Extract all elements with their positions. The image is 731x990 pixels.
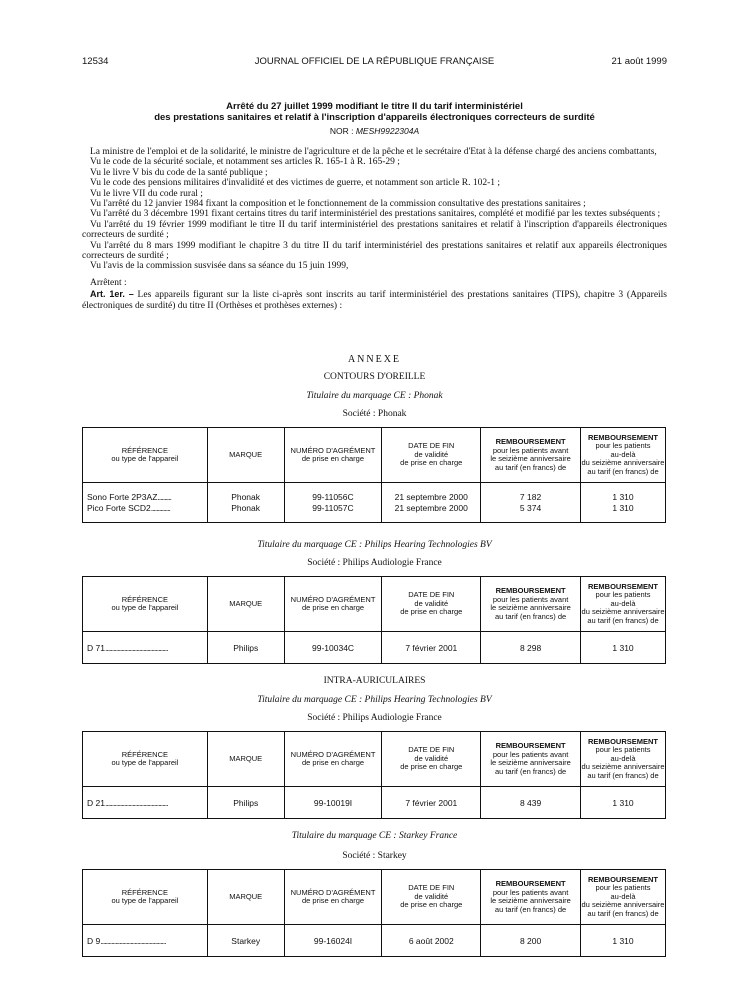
cell-agrement: 99-16024I <box>284 925 382 957</box>
nor-label: NOR : <box>329 126 354 136</box>
issue-date: 21 août 1999 <box>611 56 667 67</box>
table-phonak <box>82 427 666 523</box>
article-1 <box>82 289 667 311</box>
col-marque: MARQUE <box>207 870 284 925</box>
col-agrement: NUMÉRO D'AGRÉMENT de prise en charge <box>284 428 382 483</box>
cell-date: 6 août 2002 <box>382 925 481 957</box>
col-marque: MARQUE <box>207 577 284 632</box>
table-philips-intra <box>82 731 666 819</box>
col-agrement: NUMÉRO D'AGRÉMENT de prise en charge <box>284 870 382 925</box>
cell-reference: Sono Forte 2P3AZ.......... Pico Forte SCD2.............. <box>83 483 208 523</box>
col-reference: RÉFÉRENCE ou type de l'appareil <box>83 428 208 483</box>
preamble-7: Vu l'arrêté du 19 février 1999 modifiant le titre II du tarif interministériel des prestations sanitaires et relatif à l'inscription d'appareils électroniques correcteurs de surdité ; <box>82 219 667 241</box>
titulaire-phonak: Titulaire du marquage CE : Phonak <box>306 391 443 401</box>
col-remb-avant: REMBOURSEMENT pour les patients avant le seizième anniversaire au tarif (en francs) de <box>481 428 581 483</box>
table-header-row <box>83 732 666 787</box>
cell-date: 7 février 2001 <box>382 632 481 664</box>
col-remb-avant: REMBOURSEMENT pour les patients avant le seizième anniversaire au tarif (en francs) de <box>481 732 581 787</box>
decree-body <box>82 147 667 311</box>
col-date-fin: DATE DE FIN de validité de prise en charge <box>382 870 481 925</box>
col-remb-avant: REMBOURSEMENT pour les patients avant le seizième anniversaire au tarif (en francs) de <box>481 577 581 632</box>
col-reference: RÉFÉRENCE ou type de l'appareil <box>83 577 208 632</box>
cell-remb-apres: 1 310 <box>581 925 666 957</box>
titulaire-philips-2: Titulaire du marquage CE : Philips Hearing Technologies BV <box>257 695 492 705</box>
table-philips-contours <box>82 576 666 664</box>
col-reference: RÉFÉRENCE ou type de l'appareil <box>83 732 208 787</box>
preamble-4: Vu le livre VII du code rural ; <box>90 188 203 199</box>
cell-marque: Philips <box>207 632 284 664</box>
col-date-fin: DATE DE FIN de validité de prise en charge <box>382 428 481 483</box>
nor-code: MESH9922304A <box>355 126 420 136</box>
col-remb-avant: REMBOURSEMENT pour les patients avant le seizième anniversaire au tarif (en francs) de <box>481 870 581 925</box>
page-header <box>82 56 667 68</box>
cell-remb-avant: 8 200 <box>481 925 581 957</box>
cell-remb-apres: 1 310 <box>581 632 666 664</box>
table-row <box>83 632 666 664</box>
cell-agrement: 99-10034C <box>284 632 382 664</box>
table-starkey <box>82 869 666 957</box>
category-contours: CONTOURS D'OREILLE <box>323 372 426 382</box>
cell-remb-avant: 7 182 5 374 <box>481 483 581 523</box>
page-number: 12534 <box>82 56 109 67</box>
cell-reference: D 71.............................................. <box>83 632 208 664</box>
col-marque: MARQUE <box>207 732 284 787</box>
article-1-text: Les appareils figurant sur la liste ci-après sont inscrits au tarif interministériel des prestations sanitaires (TIPS), chapitre 3 (Appareils électroniques de surdité) du titre II (Orthèses et prothèses externes) : <box>82 290 668 311</box>
category-intra-auriculaires: INTRA-AURICULAIRES <box>323 676 426 686</box>
table-row <box>83 925 666 957</box>
societe-philips-2: Société : Philips Audiologie France <box>307 713 442 723</box>
cell-marque: Philips <box>207 787 284 819</box>
arretent: Arrêtent : <box>90 277 127 288</box>
table-row <box>83 483 666 523</box>
cell-date: 7 février 2001 <box>382 787 481 819</box>
col-reference: RÉFÉRENCE ou type de l'appareil <box>83 870 208 925</box>
col-remb-apres: REMBOURSEMENT pour les patients au-delà du seizième anniversaire au tarif (en francs) de <box>581 428 666 483</box>
annexe-heading: ANNEXE <box>347 354 402 365</box>
decree-title-line-1: Arrêté du 27 juillet 1999 modifiant le titre II du tarif interministériel <box>226 101 523 112</box>
col-remb-apres: REMBOURSEMENT pour les patients au-delà du seizième anniversaire au tarif (en francs) de <box>581 732 666 787</box>
col-remb-apres: REMBOURSEMENT pour les patients au-delà du seizième anniversaire au tarif (en francs) de <box>581 577 666 632</box>
journal-title: JOURNAL OFFICIEL DE LA RÉPUBLIQUE FRANÇAISE <box>254 56 495 67</box>
societe-phonak: Société : Phonak <box>342 409 407 419</box>
societe-philips-1: Société : Philips Audiologie France <box>307 558 442 568</box>
cell-marque: Phonak Phonak <box>207 483 284 523</box>
col-remb-apres: REMBOURSEMENT pour les patients au-delà du seizième anniversaire au tarif (en francs) de <box>581 870 666 925</box>
col-agrement: NUMÉRO D'AGRÉMENT de prise en charge <box>284 577 382 632</box>
col-agrement: NUMÉRO D'AGRÉMENT de prise en charge <box>284 732 382 787</box>
cell-remb-apres: 1 310 1 310 <box>581 483 666 523</box>
titulaire-starkey: Titulaire du marquage CE : Starkey France <box>291 831 458 841</box>
table-row <box>83 787 666 819</box>
preamble-8: Vu l'arrêté du 8 mars 1999 modifiant le chapitre 3 du titre II du tarif interministériel des prestations sanitaires et relatif aux appareils électroniques correcteurs de surdité ; <box>82 240 667 262</box>
table-header-row <box>83 870 666 925</box>
table-header-row <box>83 428 666 483</box>
col-date-fin: DATE DE FIN de validité de prise en charge <box>382 732 481 787</box>
cell-remb-apres: 1 310 <box>581 787 666 819</box>
preamble-3: Vu le code des pensions militaires d'invalidité et des victimes de guerre, et notamment son article R. 102-1 ; <box>90 178 501 189</box>
preamble-0: La ministre de l'emploi et de la solidarité, le ministre de l'agriculture et de la pêche et le secrétaire d'Etat à la défense chargé des anciens combattants, <box>90 147 657 157</box>
cell-agrement: 99-11056C 99-11057C <box>284 483 382 523</box>
societe-starkey: Société : Starkey <box>342 851 407 861</box>
cell-agrement: 99-10019I <box>284 787 382 819</box>
cell-remb-avant: 8 439 <box>481 787 581 819</box>
cell-marque: Starkey <box>207 925 284 957</box>
cell-date: 21 septembre 2000 21 septembre 2000 <box>382 483 481 523</box>
nor-reference <box>82 126 667 136</box>
col-marque: MARQUE <box>207 428 284 483</box>
preamble-5: Vu l'arrêté du 12 janvier 1984 fixant la composition et le fonctionnement de la commission consultative des prestations sanitaires ; <box>90 199 586 210</box>
cell-reference: D 9................................................ <box>83 925 208 957</box>
preamble-1: Vu le code de la sécurité sociale, et notamment ses articles R. 165-1 à R. 165-29 ; <box>90 157 400 168</box>
table-header-row <box>83 577 666 632</box>
titulaire-philips-1: Titulaire du marquage CE : Philips Hearing Technologies BV <box>257 540 492 550</box>
cell-reference: D 21.............................................. <box>83 787 208 819</box>
article-1-label: Art. 1er. – <box>90 289 134 300</box>
cell-remb-avant: 8 298 <box>481 632 581 664</box>
preamble-6: Vu l'arrêté du 3 décembre 1991 fixant certains titres du tarif interministériel des prestations sanitaires, complété et modifié par les textes subséquents ; <box>90 209 661 220</box>
preamble-2: Vu le livre V bis du code de la santé publique ; <box>90 167 268 178</box>
preamble-9: Vu l'avis de la commission susvisée dans sa séance du 15 juin 1999, <box>90 261 349 272</box>
decree-title-line-2: des prestations sanitaires et relatif à l'inscription d'appareils électroniques correcteurs de surdité <box>154 112 595 123</box>
col-date-fin: DATE DE FIN de validité de prise en charge <box>382 577 481 632</box>
